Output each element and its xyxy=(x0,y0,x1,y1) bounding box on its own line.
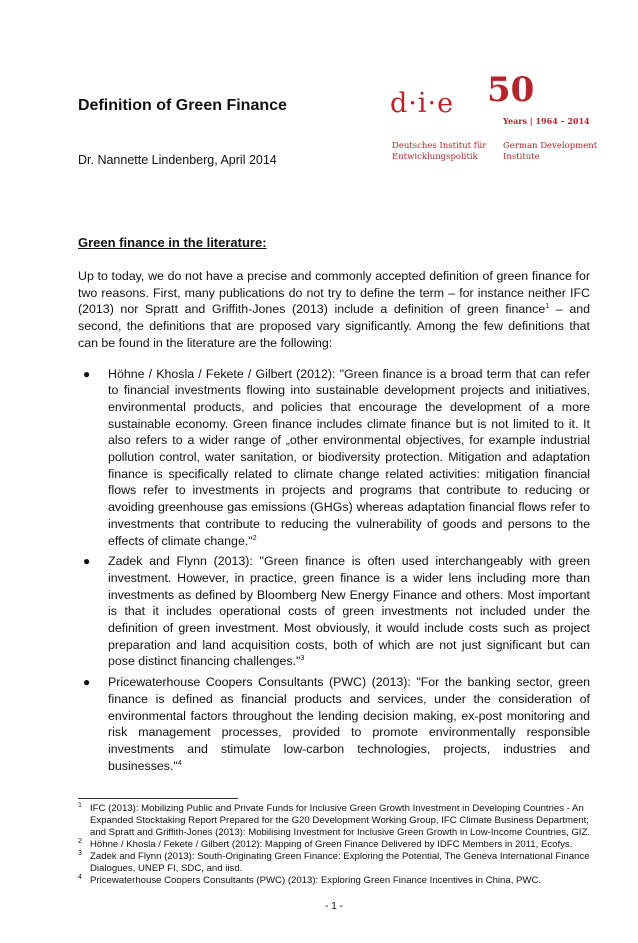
footnote xyxy=(78,851,590,875)
footnotes xyxy=(78,803,590,887)
bullet-icon: ● xyxy=(83,366,91,381)
footnote-number: 1 xyxy=(78,802,82,810)
document-body xyxy=(78,0,590,943)
footnote-divider xyxy=(78,798,238,799)
intro-paragraph xyxy=(78,268,590,352)
bullet-text: Höhne / Khosla / Fekete / Gilbert (2012): "Green finance is a broad term that can refer to financial investments flowing into sustainable development projects and initiatives, environmental products, and policies that encourage the development of a more sustainable economy. Green finance includes climate finance but is not limited to it. It also refers to a wider range of „other environmental objectives, for example industrial pollution control, water sanitation, or biodiversity protection. Mitigation and adaptation finance is specifically related to climate change related activities: mitigation financial flows refer to investments in projects and programs that contribute to reducing or avoiding greenhouse gas emissions (GHGs) whereas adaptation financial flows refer to investments that contribute to reducing the vulnerability of goods and persons to the effects of climate change." xyxy=(108,366,590,548)
list-item xyxy=(83,674,590,774)
footnote-ref: 3 xyxy=(300,655,305,663)
footnote-number: 2 xyxy=(78,838,82,846)
list-item xyxy=(83,553,590,670)
footnote-ref-1: 1 xyxy=(545,303,550,311)
bullet-icon: ● xyxy=(83,675,91,690)
section-heading: Green finance in the literature: xyxy=(78,235,267,250)
footnote xyxy=(78,875,590,887)
footnote-number: 3 xyxy=(78,850,82,858)
footnote-ref: 4 xyxy=(177,759,182,767)
anniversary-years: Years | 1964 – 2014 xyxy=(503,116,590,126)
institute-name-german: Deutsches Institut für Entwicklungspolitik xyxy=(392,141,487,162)
footnote xyxy=(78,803,590,839)
page-title: Definition of Green Finance xyxy=(78,97,287,114)
bullet-text: Pricewaterhouse Coopers Consultants (PWC) (2013): "For the banking sector, green finance is defined as financial products and services, under the consideration of environmental factors throughout the lending decision making, ex-post monitoring and risk management processes, provided to promote environmentally responsible investments and stimulate low-carbon technologies, projects, industries and businesses." xyxy=(108,675,590,773)
bullet-icon: ● xyxy=(83,554,91,569)
footnote-text: Höhne / Khosla / Fekete / Gilbert (2012): Mapping of Green Finance Delivered by IDFC Members in 2011, Ecofys. xyxy=(90,839,573,851)
institute-name-english: German Development Institute xyxy=(503,141,598,162)
footnote xyxy=(78,839,590,851)
author-date: Dr. Nannette Lindenberg, April 2014 xyxy=(78,153,277,167)
footnote-ref: 2 xyxy=(252,534,257,542)
footnote-text: IFC (2013): Mobilizing Public and Private Funds for Inclusive Green Growth Investment in Developing Countries - An Expanded Stocktaking Report Prepared for the G20 Development Working Group, IFC Climate Business Department; and Spratt and Griffith-Jones (2013): Mobilising Investment for Inclusive Green Growth in Low-Income Countries, GIZ. xyxy=(90,803,590,839)
footnote-text: Pricewaterhouse Coopers Consultants (PWC) (2013): Exploring Green Finance Incentives in China, PWC. xyxy=(90,875,542,887)
page-number: - 1 - xyxy=(325,901,343,913)
bullet-text: Zadek and Flynn (2013): "Green finance is often used interchangeably with green investment. However, in practice, green finance is a wider lens including more than investments as defined by Bloomberg New Energy Finance and others. Most important is that it includes operational costs of green investments not included under the definition of green investment. Most obviously, it would include costs such as project preparation and land acquisition costs, both of which are not just significant but can pose distinct financing challenges." xyxy=(108,554,590,669)
list-item xyxy=(83,366,590,550)
die-wordmark: d·i·e xyxy=(390,88,455,119)
intro-text-cont: – and second, the definitions that are proposed vary significantly. Among the few definitions that can be found in the literature are the following: xyxy=(78,302,590,350)
footnote-number: 4 xyxy=(78,874,82,882)
footnote-text: Zadek and Flynn (2013): South-Originating Green Finance: Exploring the Potential, The Geneva International Finance Dialogues, UNEP FI, SDC, and iisd. xyxy=(90,851,590,875)
anniversary-50-logo: 50 xyxy=(487,70,535,110)
intro-text: Up to today, we do not have a precise and commonly accepted definition of green finance for two reasons. First, many publications do not try to define the term – for instance neither IFC (2013) nor Spratt and Griffith-Jones (2013) include a definition of green finance xyxy=(78,269,590,317)
